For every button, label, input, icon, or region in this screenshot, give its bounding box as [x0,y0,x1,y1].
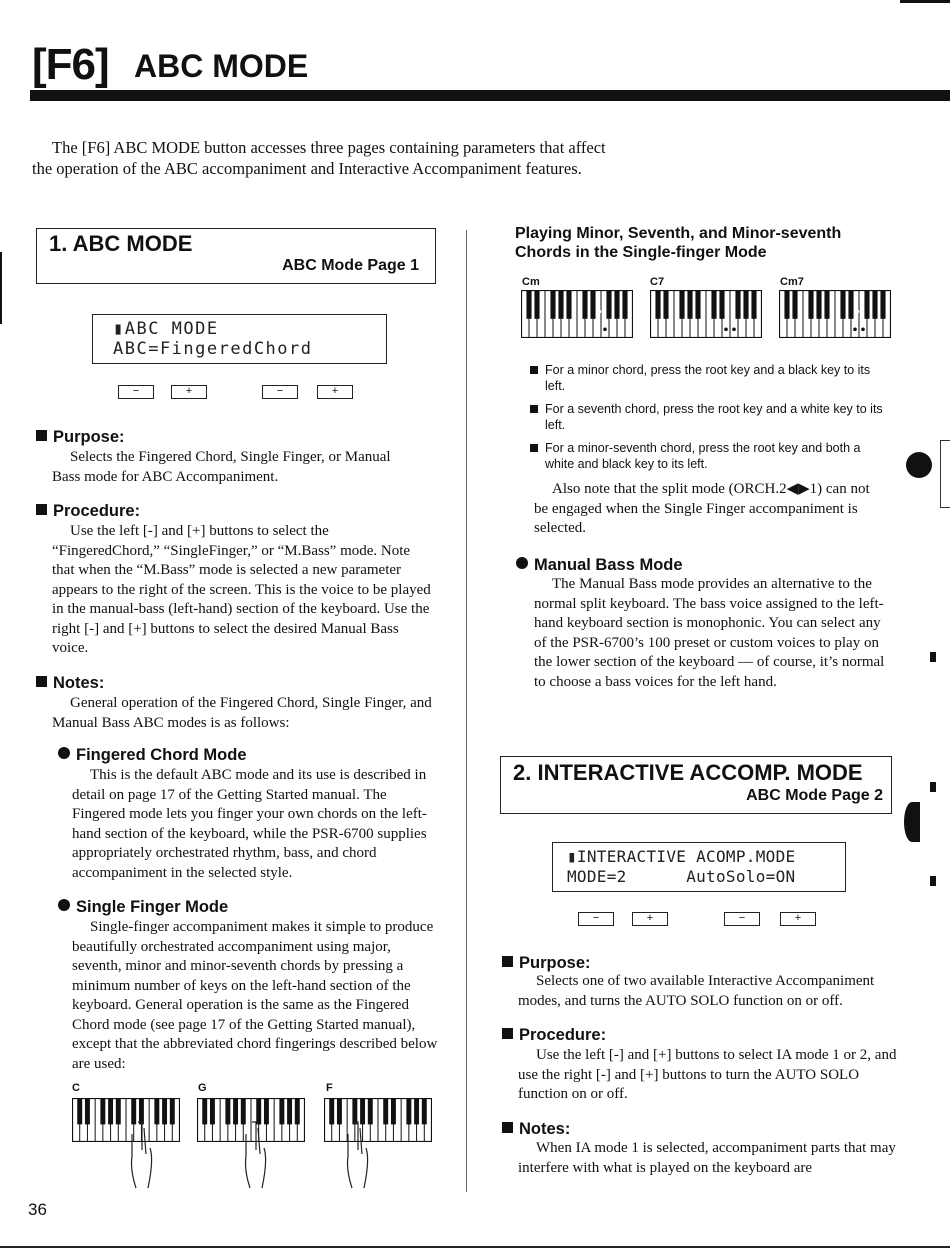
edge-mark [930,876,936,886]
ia-left-plus-button[interactable]: + [632,912,668,926]
lcd-2-line-2: MODE=2 AutoSolo=ON [567,867,796,886]
margin-bar [0,252,2,324]
square-bullet-icon [502,1122,513,1133]
intro-line-1: The [F6] ABC MODE button accesses three pages containing parameters that affect [52,138,606,157]
footer-rule [0,1246,950,1248]
lcd-display-2 [552,842,846,892]
square-bullet-icon [530,444,538,452]
edge-mark [930,782,936,792]
keyboard-label-c: C [72,1082,80,1094]
ia-purpose-heading: Purpose: [502,954,591,973]
square-bullet-icon [36,676,47,687]
lcd-1-line-2: ABC=FingeredChord [113,339,313,359]
manual-bass-text: The Manual Bass mode provides an alternative to the normal split keyboard. The bass voice assigned to the left-hand keyboard section is monophonic. You can select any of the PSR-6700’s 100 preset or custom voices to play on the lower section of the keyboard — of course, it’s normal to choose a bass voices for the left hand. [534,576,885,690]
intro-line-2: the operation of the ABC accompaniment and Interactive Accompaniment features. [32,159,582,178]
right-minus-button[interactable]: − [262,385,298,399]
corner-mark [900,0,950,3]
ia-left-minus-button[interactable]: − [578,912,614,926]
ia-notes-heading: Notes: [502,1120,570,1139]
hand-icon [234,1120,284,1190]
binding-hole-mark [906,452,932,478]
fingered-chord-heading: Fingered Chord Mode [58,746,247,765]
split-mode-note: Also note that the split mode (ORCH.2◀▶1) can not be engaged when the Single Finger accompaniment is selected. [534,481,870,536]
list-item: For a minor-seventh chord, press the root key and both a white and black key to its left. [530,440,881,472]
square-bullet-icon [36,504,47,515]
fingered-chord-text: This is the default ABC mode and its use is described in detail on page 17 of the Getting Started manual. The Fingered mode lets you finger your own chords on the left-hand section of the keyboard, while the PSR-6700 supplies appropriately orchestrated rhythm, bass, and chord accompaniment in the selected style. [72,767,427,881]
procedure-text: Use the left [-] and [+] buttons to select the “FingeredChord,” “SingleFinger,” or “M.Bass” mode. Note that when the “M.Bass” mode is selected a new parameter appears to the right of the screen. This is the voice to be played in the manual-bass (left-hand) section of the keyboard. Use the right [-] and [+] buttons to select the desired Manual Bass voice. [52,523,431,656]
purpose-heading: Purpose: [36,428,125,447]
page-code: [F6] [32,40,109,89]
section-1-header-box [36,228,436,284]
ia-notes-text: When IA mode 1 is selected, accompaniment parts that may interfere with what is played on the keyboard are [518,1140,896,1176]
ia-procedure-text: Use the left [-] and [+] buttons to select IA mode 1 or 2, and use the right [-] and [+] buttons to turn the AUTO SOLO function on or off. [518,1047,897,1102]
keyboard-label-f: F [326,1082,333,1094]
purpose-text: Selects the Fingered Chord, Single Finger, or Manual Bass mode for ABC Accompaniment. [52,449,391,485]
ia-right-plus-button[interactable]: + [780,912,816,926]
lcd-display-1 [92,314,387,364]
square-bullet-icon [36,430,47,441]
ia-procedure-heading: Procedure: [502,1026,606,1045]
square-bullet-icon [502,1028,513,1039]
left-plus-button[interactable]: + [171,385,207,399]
keyboard-label-cm: Cm [522,276,540,288]
keyboard-diagram-cm [521,290,633,338]
single-finger-chords-heading: Playing Minor, Seventh, and Minor-seventh Chords in the Single-finger Mode [515,225,842,261]
section-2-header-box [500,756,892,814]
left-minus-button[interactable]: − [118,385,154,399]
section-1-subtitle: ABC Mode Page 1 [282,257,419,274]
section-1-title: 1. ABC MODE [49,231,193,256]
keyboard-label-c7: C7 [650,276,665,288]
header-rule [30,90,950,101]
edge-bracket [940,440,950,508]
procedure-heading: Procedure: [36,502,140,521]
hand-icon [120,1120,170,1190]
square-bullet-icon [530,366,538,374]
notes-text: General operation of the Fingered Chord, Single Finger, and Manual Bass ABC modes is as follows: [52,695,432,731]
keyboard-diagram-cm7 [779,290,891,338]
hand-icon [336,1120,386,1190]
lcd-1-line-1: ▮ABC MODE [113,319,219,339]
square-bullet-icon [502,956,513,967]
page-number: 36 [28,1200,47,1219]
lcd-2-line-1: ▮INTERACTIVE ACOMP.MODE [567,847,796,866]
edge-mark [904,802,920,842]
square-bullet-icon [530,405,538,413]
section-2-subtitle: ABC Mode Page 2 [746,787,883,804]
chord-bullet-list [530,362,892,472]
keyboard-label-cm7: Cm7 [780,276,804,288]
single-finger-heading: Single Finger Mode [58,898,228,917]
list-item: For a seventh chord, press the root key and a white key to its left. [530,401,892,433]
ia-purpose-text: Selects one of two available Interactive Accompaniment modes, and turns the AUTO SOLO function on or off. [518,973,875,1009]
edge-mark [930,652,936,662]
keyboard-diagram-c7 [650,290,762,338]
keyboard-label-g: G [198,1082,207,1094]
section-2-title: 2. INTERACTIVE ACCOMP. MODE [513,760,863,785]
single-finger-text: Single-finger accompaniment makes it simple to produce beautifully orchestrated accompaniment using major, seventh, minor and minor-seventh chords by pressing a minimum number of keys on the left-hand section of the keyboard. General operation is the same as the Fingered Chord mode (see page 17 of the Getting Started manual), except that the abbreviated chord fingerings described below are used: [72,919,438,1072]
intro-paragraph [32,137,692,179]
page-title: ABC MODE [134,48,309,84]
notes-heading: Notes: [36,674,104,693]
right-plus-button[interactable]: + [317,385,353,399]
ia-right-minus-button[interactable]: − [724,912,760,926]
round-bullet-icon [58,747,70,759]
manual-bass-heading: Manual Bass Mode [516,556,683,575]
column-divider [466,230,467,1192]
round-bullet-icon [58,899,70,911]
list-item: For a minor chord, press the root key and a black key to its left. [530,362,892,394]
round-bullet-icon [516,557,528,569]
